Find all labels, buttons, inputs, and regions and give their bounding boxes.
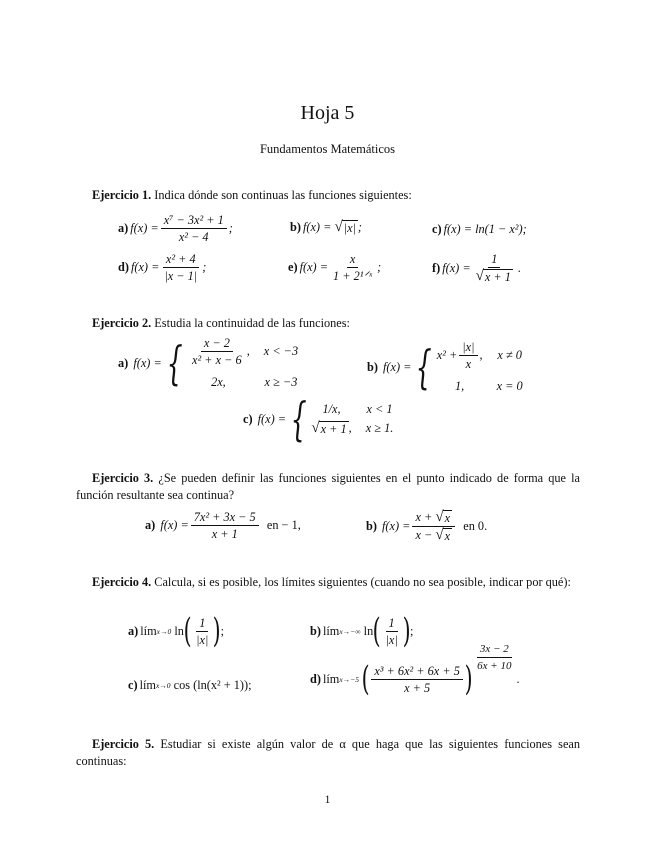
ex1-a-formula: a) f(x) = $\frac{\text{x⁷ − 3x² + 1}}{\text{x² − 4}}$ ; <box>118 213 233 244</box>
ex1-f-formula: f) f(x) = 1 √ x + 1 . <box>432 252 522 284</box>
exercise-1-statement <box>76 187 580 204</box>
exercise-5-label: Ejercicio 5. <box>92 737 155 751</box>
page-subtitle: Fundamentos Matemáticos <box>259 142 396 156</box>
exercise-3-label: Ejercicio 3. <box>92 471 154 485</box>
exercise-1-label: Ejercicio 1. <box>92 188 152 202</box>
exercise-1-text: Indica dónde son continuas las funciones siguientes: <box>154 188 412 202</box>
exercise-5-text: Estudiar si existe algún valor de α que haga que las siguientes funciones sean continuas: <box>76 737 581 768</box>
exercise-2-label: Ejercicio 2. <box>92 316 152 330</box>
exercise-4-label: Ejercicio 4. <box>92 575 152 589</box>
ex3-b-formula: b) f(x) = x + √ x x − √ x en 0. <box>366 509 488 543</box>
exercise-3-text: ¿Se pueden definir las funciones siguientes en el punto indicado de forma que la función resultante sea continua? <box>76 471 581 502</box>
exercise-4-statement <box>76 574 580 591</box>
ex4-b-formula: b) lím x→−∞ ln ( $\frac{1}{|x|}$ ) ; <box>310 611 414 651</box>
exercise-4-text: Calcula, si es posible, los límites siguientes (cuando no sea posible, indicar por qué): <box>154 575 571 589</box>
ex2-c-formula: c) f(x) = { 1/x, x < 1 √ x + 1 , x ≥ 1. <box>243 392 394 446</box>
exercise-3-statement <box>76 470 580 504</box>
ex2-a-formula: a) f(x) = { $\frac{x - 2}{\text{x² + x − 6}}$ , x < −3 2x, x ≥ −3 <box>118 336 299 390</box>
ex4-d-formula: d) lím x→−5 ( $\frac{\text{x³ + 6x² + 6x + 5}}{x + 5}$ ) $\frac{3x - 2}{6x + 10}$ . <box>310 643 520 699</box>
ex1-c-formula: c) f(x) = ln(1 − x²); <box>432 222 527 236</box>
page-number: 1 <box>324 794 331 806</box>
ex1-b-formula: b) f(x) = √ |x| ; <box>290 219 363 235</box>
ex4-c-formula: c) lím x→0 cos (ln(x² + 1)); <box>128 678 252 692</box>
ex2-b-formula: b) f(x) = { x² + $\frac{|x|}{x}$ , x ≠ 0 1, x = 0 <box>367 340 523 394</box>
exercise-5-statement <box>76 736 580 770</box>
page-title: Hoja 5 <box>300 102 355 124</box>
ex3-a-formula: a) f(x) = $\frac{\text{7x² + 3x − 5}}{x + 1}$ en − 1, <box>145 510 301 541</box>
ex1-d-formula: d) f(x) = $\frac{\text{x² + 4}}{|x - 1|}$ ; <box>118 252 207 283</box>
exercise-2-text: Estudia la continuidad de las funciones: <box>154 316 350 330</box>
ex1-e-formula: e) f(x) = $\frac{x}{\text{1 + 2¹ᐟˣ}}$ ; <box>288 252 382 283</box>
ex4-a-formula: a) lím x→0 ln ( $\frac{1}{|x|}$ ) ; <box>128 611 225 651</box>
exercise-2-statement <box>76 315 580 332</box>
